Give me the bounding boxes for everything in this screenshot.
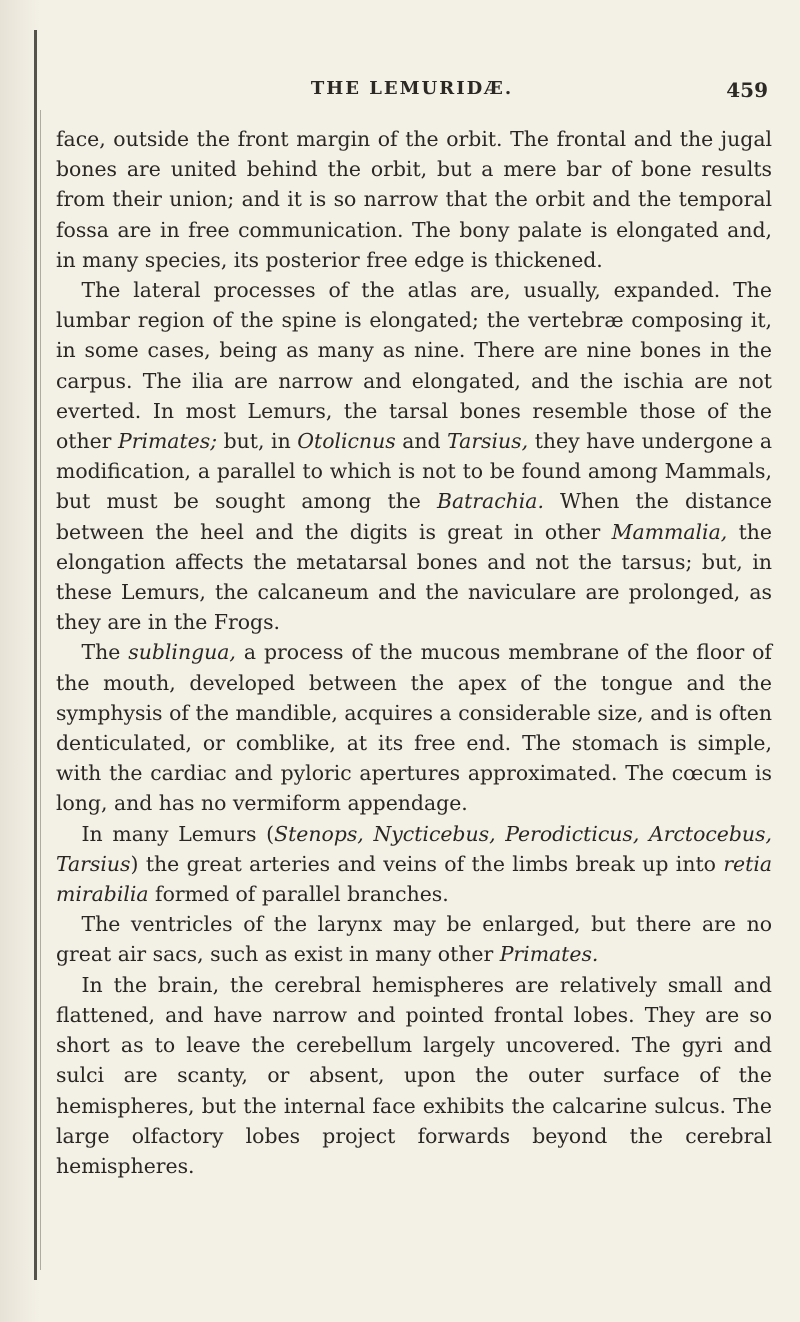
text-run: ) the great arteries and veins of the limbs break up into [130, 851, 724, 876]
text-run: The [81, 640, 129, 665]
body-text [56, 124, 772, 1181]
paragraph [56, 970, 772, 1181]
binding-edge [34, 30, 37, 1280]
text-run: The ventricles of the larynx may be enlarged, but there are no great air sacs, such as exist in many other [56, 912, 772, 967]
italic-text: Otolicnus [297, 429, 396, 454]
paragraph [56, 124, 772, 275]
page-number: 459 [726, 78, 768, 102]
running-title: THE LEMURIDÆ. [310, 78, 514, 99]
text-run: In many Lemurs ( [81, 821, 275, 846]
text-run: formed of parallel branches. [148, 882, 449, 907]
paragraph [56, 909, 772, 969]
italic-text: sublingua, [128, 640, 236, 665]
italic-text: Batrachia. [436, 489, 544, 514]
italic-text: Tarsius, [447, 429, 529, 454]
text-run: When the distance between the heel and the digits is great in other [56, 489, 772, 544]
text-run: the elongation affects the metatarsal bones and not the tarsus; but, in these Lemurs, the calcaneum and the naviculare are prolonged, as they are in the Frogs. [56, 519, 772, 635]
binding-shadow [40, 110, 41, 1270]
italic-text: Primates. [499, 942, 599, 967]
text-run: and [395, 429, 448, 454]
text-run: The lateral processes of the atlas are, usually, expanded. The lumbar region of the spine is elongated; the vertebræ composing it, in some cases, being as many as nine. There are nine bones in the carpus. The ilia are narrow and elongated, and the ischia are not everted. In most Lemurs, the tarsal bones resemble those of the other [56, 278, 772, 454]
text-run: but, in [217, 429, 298, 454]
text-run: face, outside the front margin of the orbit. The frontal and the jugal bones are united behind the orbit, but a mere bar of bone results from their union; and it is so narrow that the orbit and the temporal fossa are in free communication. The bony palate is elongated and, in many species, its posterior free edge is thickened. [56, 127, 772, 272]
paragraph [56, 819, 772, 910]
paragraph [56, 637, 772, 818]
text-run: In the brain, the cerebral hemispheres are relatively small and flattened, and have narrow and pointed frontal lobes. They are so short as to leave the cerebellum largely uncovered. The gyri and sulci are scanty, or absent, upon the outer surface of the hemispheres, but the internal face exhibits the calcarine sulcus. The large olfactory lobes project forwards beyond the cerebral hemispheres. [56, 972, 772, 1178]
text-run: a process of the mucous membrane of the floor of the mouth, developed between the apex of the tongue and the symphysis of the mandible, acquires a considerable size, and is often denticulated, or comblike, at its free end. The stomach is simple, with the cardiac and pyloric apertures approximated. The cœcum is long, and has no vermiform appendage. [56, 640, 772, 816]
text-run: they have undergone a modification, a parallel to which is not to be found among Mammals, but must be sought among the [56, 429, 772, 514]
italic-text: retia mirabilia [56, 851, 772, 907]
running-head [56, 78, 768, 108]
paragraph [56, 275, 772, 637]
italic-text: Stenops, Nycticebus, Perodicticus, Arctocebus, Tarsius [56, 821, 772, 876]
italic-text: Primates; [117, 429, 218, 454]
italic-text: Mammalia, [611, 519, 728, 544]
